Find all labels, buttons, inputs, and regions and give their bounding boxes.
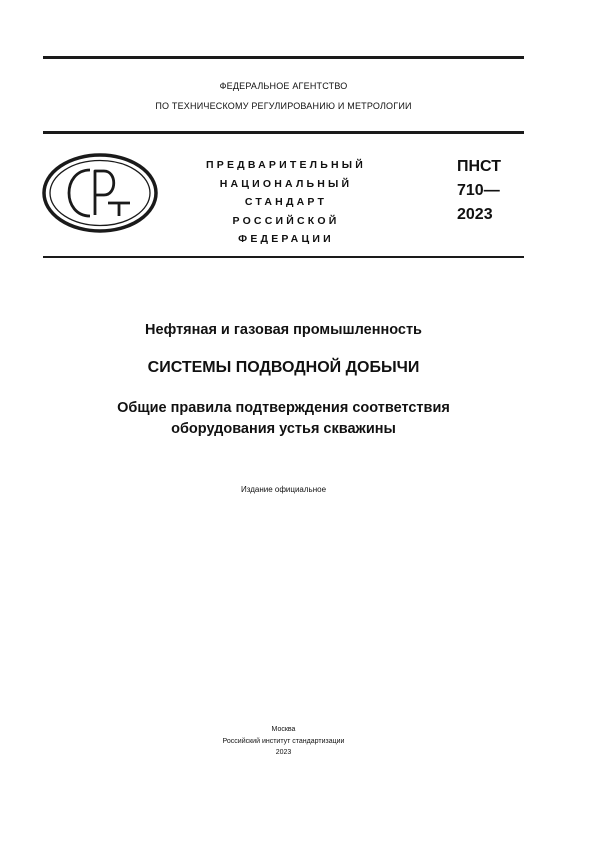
imprint-city: Москва	[271, 726, 296, 733]
standard-type-line: ПРЕДВАРИТЕЛЬНЫЙ	[206, 159, 366, 171]
standard-type-line: ФЕДЕРАЦИИ	[238, 233, 334, 245]
imprint-year: 2023	[275, 749, 292, 756]
edition-label: Издание официальное	[240, 485, 327, 494]
agency-name-line2: ПО ТЕХНИЧЕСКОМУ РЕГУЛИРОВАНИЮ И МЕТРОЛОГИИ	[155, 101, 412, 111]
industry-title: Нефтяная и газовая промышленность	[145, 322, 422, 338]
standard-number	[457, 155, 501, 227]
document-subtitle	[43, 398, 524, 440]
system-title: СИСТЕМЫ ПОДВОДНОЙ ДОБЫЧИ	[147, 359, 420, 376]
standard-number-code: 710—	[457, 182, 500, 199]
rst-conformity-mark-icon	[42, 153, 158, 233]
top-rule	[43, 56, 524, 59]
agency-name-line1: ФЕДЕРАЛЬНОЕ АГЕНТСТВО	[219, 81, 348, 91]
subtitle-line: оборудования устья скважины	[171, 421, 396, 437]
middle-rule	[43, 131, 524, 134]
standard-number-prefix: ПНСТ	[457, 158, 501, 175]
standard-type-line: СТАНДАРТ	[244, 196, 328, 208]
imprint-publisher: Российский институт стандартизации	[222, 737, 345, 745]
imprint	[43, 724, 524, 759]
subtitle-line: Общие правила подтверждения соответствия	[117, 400, 450, 416]
standard-number-year: 2023	[457, 206, 493, 223]
standard-type-block	[186, 156, 386, 249]
bottom-rule	[43, 256, 524, 258]
standard-type-line: НАЦИОНАЛЬНЫЙ	[219, 177, 353, 190]
standard-type-line: РОССИЙСКОЙ	[232, 214, 340, 227]
